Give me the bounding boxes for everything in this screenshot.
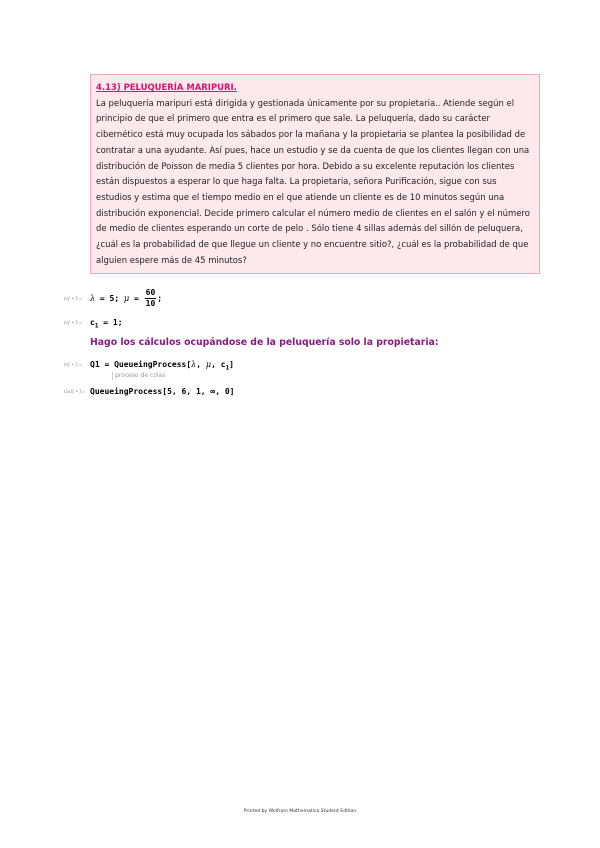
input-label: In[ • ]:= — [64, 363, 83, 368]
c-variable: c — [90, 318, 95, 327]
cell-3-code[interactable] — [90, 360, 234, 372]
mu-symbol: μ — [205, 360, 212, 369]
fraction-numerator: 60 — [145, 288, 156, 297]
cell-1-tail: ; — [157, 294, 163, 303]
close-bracket: ] — [229, 360, 234, 369]
mu-symbol: μ — [123, 294, 130, 303]
problem-title: 4.13) PELUQUERÍA MARIPURI. — [96, 82, 237, 92]
input-label: In[ • ]:= — [64, 297, 83, 302]
input-cell-3[interactable] — [0, 360, 600, 374]
lambda-symbol: λ — [90, 294, 96, 303]
q1-assign: Q1 = QueueingProcess[ — [90, 360, 192, 369]
section-heading: Hago los cálculos ocupándose de la peluquería solo la propietaria: — [90, 337, 439, 348]
cell-2-rest: = 1; — [98, 318, 123, 327]
output-cell[interactable] — [0, 387, 600, 401]
mu-fraction — [145, 288, 157, 309]
cell-1-code[interactable] — [90, 288, 162, 309]
sep-2: , c — [211, 360, 226, 369]
problem-body: La peluquería maripuri está dirigida y gestionada únicamente por su propietaria.. Atiende según el principio de que el primero que entra es el primero que sale. La peluquería, dado su carácter cibernético está muy ocupada los sábados por la mañana y la propietaria se plantea la posibilidad de contratar a una ayudante. Así pues, hace un estudio y se da cuenta de que los clientes llegan con una distribución de Poisson de media 5 clientes por hora. Debido a su excelente reputación los clientes están dispuestos a esperar lo que haga falta. La propietaria, señora Purificación, sigue con sus estudios y estima que el tiempo medio en el que atiende un cliente es de 10 minutos según una distribución exponencial. Decide primero calcular el número medio de clientes en el salón y el número de medio de clientes esperando un corte de pelo . Sólo tiene 4 sillas además del sillón de peluquera, ¿cuál es la probabilidad de que llegue un cliente y no encuentre sitio?, ¿cuál es la probabilidad de que alguien espere más de 45 minutos? — [96, 97, 530, 265]
input-cell-2[interactable] — [0, 318, 600, 332]
c-subscript: 1 — [225, 364, 230, 372]
output-code[interactable]: QueueingProcess[5, 6, 1, ∞, 0] — [90, 387, 235, 396]
fraction-denominator: 10 — [145, 299, 156, 308]
footer-note: Printed by Wolfram Mathematica Student Edition — [243, 809, 357, 814]
sep-1: , — [196, 360, 206, 369]
cell-2-code[interactable] — [90, 318, 123, 330]
mu-assign: = — [129, 294, 144, 303]
input-cell-1[interactable] — [0, 288, 600, 312]
problem-statement-box — [90, 74, 540, 274]
lambda-symbol: λ — [191, 360, 197, 369]
lambda-assign: = 5; — [95, 294, 124, 303]
input-label: In[ • ]:= — [64, 321, 83, 326]
output-label: Out[ • ]= — [64, 390, 85, 395]
function-tooltip: proceso de colas — [112, 372, 165, 380]
c-subscript: 1 — [94, 322, 99, 330]
